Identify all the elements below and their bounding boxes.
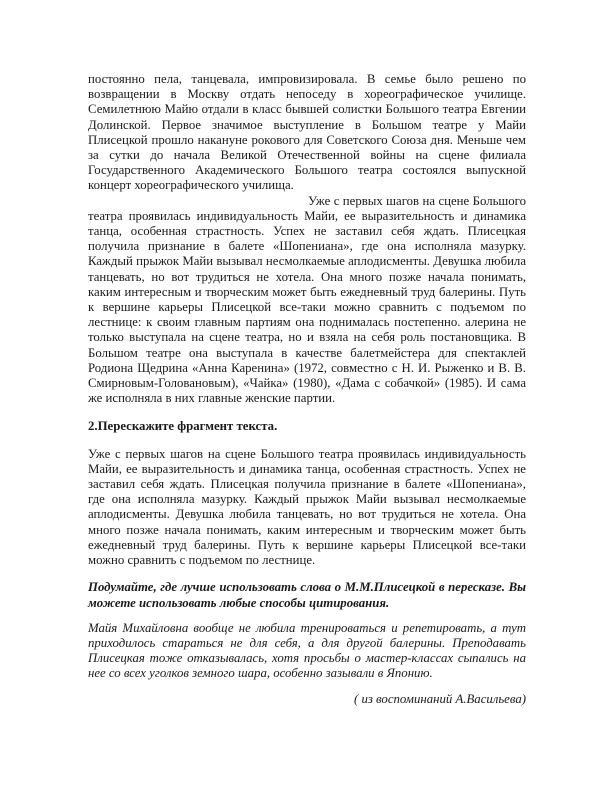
body-paragraph-bolshoi: Уже с первых шагов на сцене Большого театра проявилась индивидуальность Майи, ее выразительность и динамика танца, особенная страстность. Успех не заставил себя ждать. Плисецкая получила признание в балете «Шопениана», где она исполняла мазурку. Каждый прыжок Майи вызывал несмолкаемые аплодисменты. Девушка любила танцевать, но вот трудиться не хотела. Она много позже начала понимать, каким интересным и творческим может быть ежедневный труд балерины. Путь к вершине карьеры Плисецкой все-таки можно сравнить с подъемом по лестнице: к своим главным партиям она поднималась постепенно. алерина не только выступала на сцене театра, но и взяла на себя роль постановщика. В Большом театре она выступала в качестве балетмейстера для спектаклей Родиона Щедрина «Анна Каренина» (1972, совместно с Н. И. Рыженко и В. В. Смирновым-Головановым), «Чайка» (1980), «Дама с собачкой» (1985). И сама же исполняла в них главные женские партии. (88, 193, 526, 406)
memoir-quote: Майя Михайловна вообще не любила тренироваться и репетировать, а тут приходилось стараться не для себя, а для другой балерины. Преподавать Плисецкая тоже отказывалась, хотя просьбы о мастер-классах сыпались на нее со всех уголков земного шара, особенно зазывали в Японию. (88, 620, 526, 681)
task-instruction: Подумайте, где лучше использовать слова о М.М.Плисецкой в пересказе. Вы можете использовать любые способы цитирования. (88, 580, 526, 610)
text-fragment: Уже с первых шагов на сцене Большого театра проявилась индивидуальность Майи, ее выразительность и динамика танца, особенная страстность. Успех не заставил себя ждать. Плисецкая получила признание в балете «Шопениана», где она исполняла мазурку. Каждый прыжок Майи вызывал несмолкаемые аплодисменты. Девушка любила танцевать, но вот трудиться не хотела. Она много позже начала понимать, каким интересным и творческим может быть ежедневный труд балерины. Путь к вершине карьеры Плисецкой все-таки можно сравнить с подъемом по лестнице. (88, 446, 526, 568)
section-heading: 2.Перескажите фрагмент текста. (88, 419, 278, 434)
body-paragraph-biography: постоянно пела, танцевала, импровизировала. В семье было решено по возвращении в Москву отдать непоседу в хореографическое училище. Семилетнюю Майю отдали в класс бывшей солистки Большого театра Евгении Долинской. Первое значимое выступление в Большом театре у Майи Плисецкой прошло накануне рокового для Советского Союза дня. Меньше чем за сутки до начала Великой Отечественной войны на сцене филиала Государственного Академического Большого театра состоялся выпускной концерт хореографического училища. (88, 72, 526, 193)
document-page (88, 72, 526, 707)
quote-attribution: ( из воспоминаний А.Васильева) (353, 691, 526, 706)
